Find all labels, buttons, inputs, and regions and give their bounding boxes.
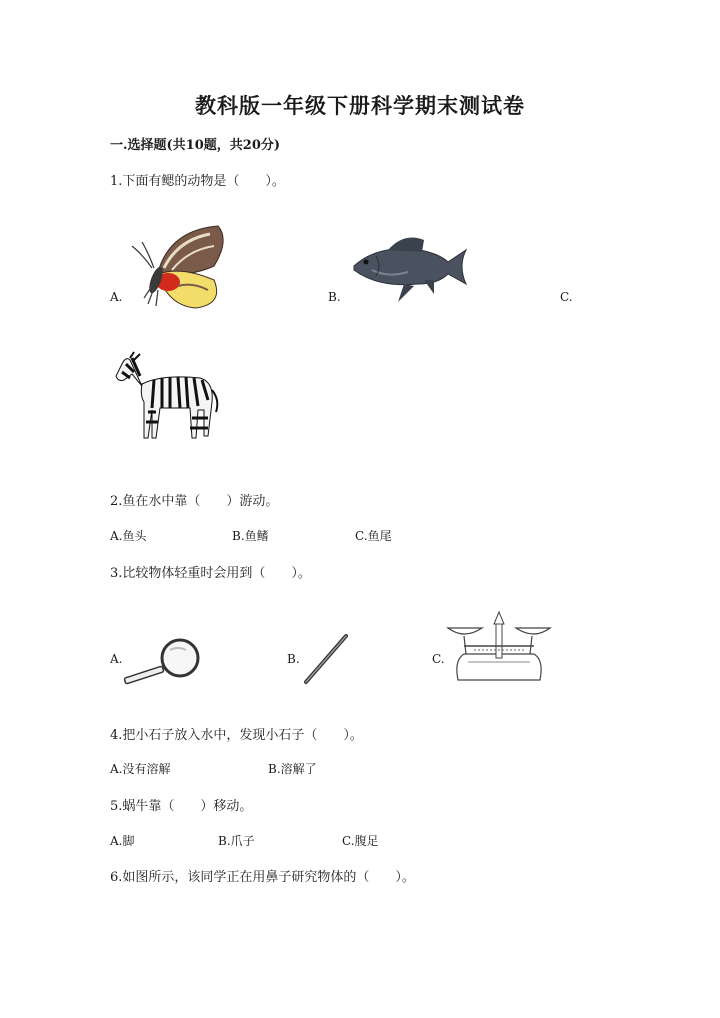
butterfly-image [128,224,228,310]
q5-option-a[interactable]: A.脚 [110,834,135,848]
question-4: 4.把小石子放入水中，发现小石子（ ）。 [110,728,363,743]
zebra-image [112,350,222,442]
q1-option-a[interactable]: A. [110,290,123,304]
question-2: 2.鱼在水中靠（ ）游动。 [110,494,279,509]
page-title: 教科版一年级下册科学期末测试卷 [195,93,525,118]
q4-option-b[interactable]: B.溶解了 [268,762,317,776]
question-1: 1.下面有鳃的动物是（ ）。 [110,174,285,189]
q5-option-b[interactable]: B.爪子 [218,834,255,848]
stick-image [300,632,352,686]
q1-option-b[interactable]: B. [328,290,341,304]
question-5: 5.蜗牛靠（ ）移动。 [110,799,253,814]
balance-scale-image [444,610,554,686]
q5-option-c[interactable]: C.腹足 [342,834,379,848]
question-3: 3.比较物体轻重时会用到（ ）。 [110,566,311,581]
q2-option-a[interactable]: A.鱼头 [110,529,147,543]
q1-option-c[interactable]: C. [560,290,573,304]
q3-option-c[interactable]: C. [432,652,445,666]
magnifier-image [122,636,204,686]
question-6: 6.如图所示，该同学正在用鼻子研究物体的（ ）。 [110,870,415,885]
section-heading: 一.选择题(共10题，共20分) [110,138,281,153]
q2-option-b[interactable]: B.鱼鳍 [232,529,269,543]
fish-image [348,232,468,304]
q3-option-a[interactable]: A. [110,652,123,666]
q2-option-c[interactable]: C.鱼尾 [355,529,392,543]
q4-option-a[interactable]: A.没有溶解 [110,762,171,776]
q3-option-b[interactable]: B. [287,652,300,666]
